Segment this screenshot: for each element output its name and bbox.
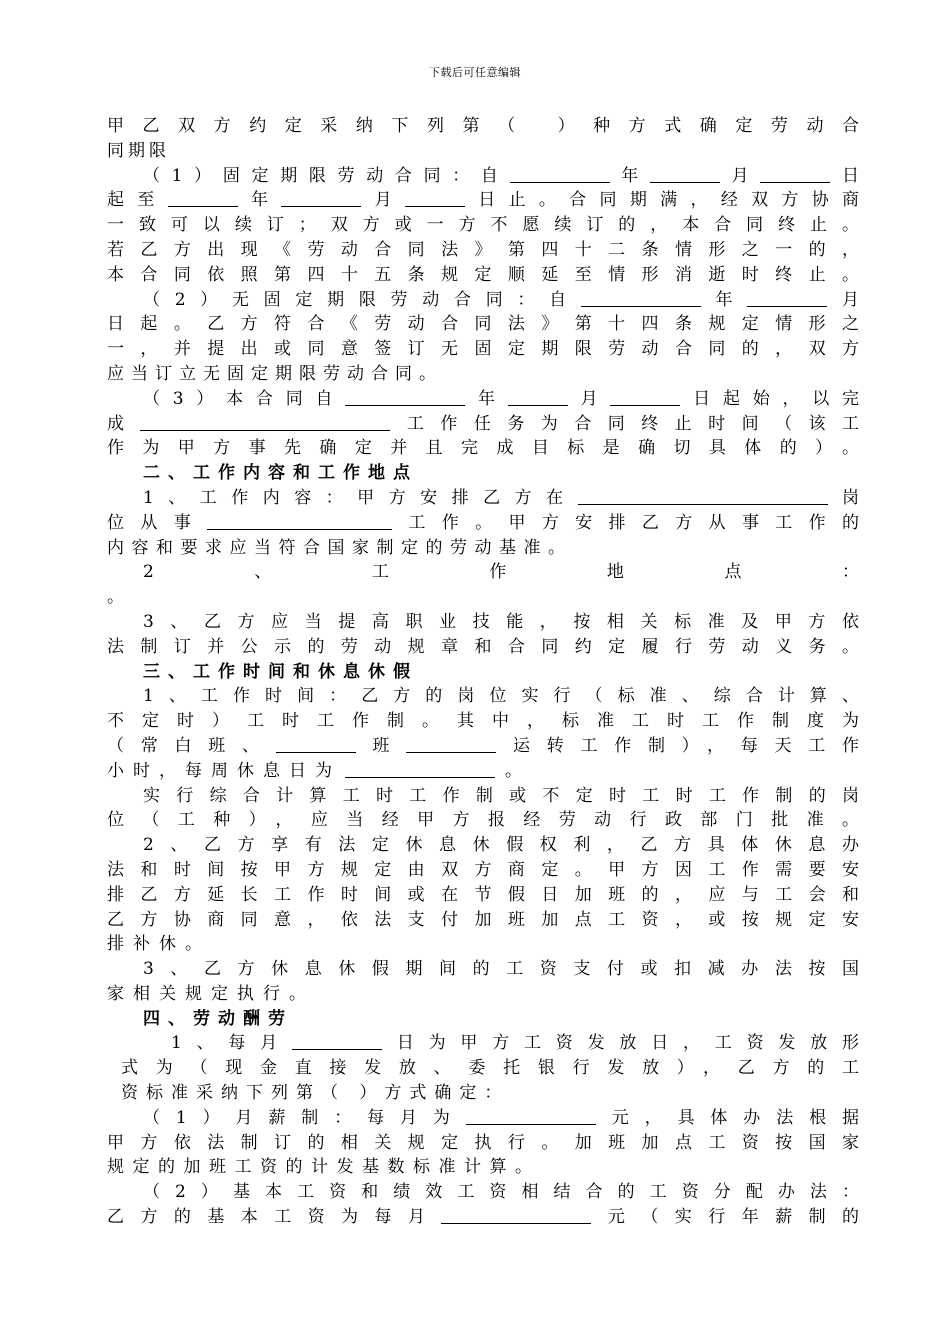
- paragraph-line: 法和时间按甲方规定由双方商定。甲方因工作需要安: [107, 859, 859, 880]
- blank-field: [207, 512, 392, 530]
- text: 岗: [827, 487, 859, 508]
- text: 月: [827, 289, 859, 310]
- paragraph-line: 一，并提出或同意签订无固定期限劳动合同的，双方: [107, 339, 859, 360]
- paragraph-line: 一致可以续订；双方或一方不愿续订的，本合同终止。: [107, 215, 859, 236]
- paragraph-line: 本合同依照第四十五条规定顺延至情形消逝时终止。: [107, 264, 859, 285]
- paragraph-line: [107, 288, 859, 313]
- paragraph-line: 1、工作时间：乙方的岗位实行（标准、综合计算、: [143, 686, 859, 707]
- blank-field: [747, 289, 827, 307]
- text: （3）本合同自: [143, 388, 346, 409]
- text: 月: [567, 388, 611, 409]
- text: 月: [719, 165, 761, 186]
- paragraph-line: 2、工作地点：: [143, 562, 859, 583]
- text: 位从事: [107, 512, 208, 533]
- page-header: 下载后可任意编辑: [429, 66, 521, 79]
- text: 起至: [107, 190, 168, 211]
- text: 年: [465, 388, 508, 409]
- paragraph-line: 排补休。: [107, 934, 211, 955]
- blank-field: [510, 165, 610, 183]
- text: （常白班、: [107, 735, 276, 756]
- section-heading: 三、工作时间和休息休假: [143, 661, 418, 682]
- blank-field: [140, 413, 390, 431]
- paragraph-line: 。: [107, 587, 124, 608]
- paragraph-line: [107, 188, 859, 213]
- paragraph-line: [107, 1106, 859, 1131]
- paragraph-line: 不定时）工时工作制。其中，标准工时工作制度为: [107, 711, 859, 732]
- text: 1、每月: [171, 1033, 293, 1054]
- paragraph-line: [107, 486, 859, 511]
- text: 班: [355, 735, 407, 756]
- paragraph-line: 式为（现金直接发放、委托银行发放），乙方的工: [121, 1058, 859, 1079]
- text: 运转工作制），每天工作: [496, 735, 859, 756]
- paragraph-line: 甲方依法制订的相关规定执行。加班加点工资按国家: [107, 1132, 859, 1153]
- contract-body: [107, 114, 859, 1230]
- paragraph-line: 位（工种），应当经甲方报经劳动行政部门批准。: [107, 810, 859, 831]
- blank-field: [581, 289, 701, 307]
- blank-field: [281, 189, 361, 207]
- text: 元，具体办法根据: [595, 1107, 859, 1128]
- paragraph-line: 规定的加班工资的计发基数标准计算。: [107, 1157, 541, 1178]
- blank-field: [292, 1032, 382, 1050]
- text: 成: [107, 413, 141, 434]
- blank-field: [405, 189, 465, 207]
- blank-field: [578, 487, 828, 505]
- paragraph-line: [107, 1205, 859, 1230]
- section-heading: 四、劳动酬劳: [143, 1008, 293, 1029]
- blank-field: [441, 1206, 591, 1224]
- text: 工作任务为合同终止时间（该工: [390, 413, 860, 434]
- text: 年: [237, 190, 282, 211]
- paragraph-line: [107, 1031, 859, 1056]
- blank-field: [276, 735, 356, 753]
- paragraph-line: 作为甲方事先确定并且完成目标是确切具体的）。: [107, 438, 859, 459]
- paragraph-line: 家相关规定执行。: [107, 983, 315, 1004]
- paragraph-line: 3、乙方应当提高职业技能，按相关标准及甲方依: [143, 611, 859, 632]
- paragraph-line: [107, 734, 859, 759]
- text: 年: [700, 289, 748, 310]
- blank-field: [345, 388, 465, 406]
- paragraph-line: 甲乙双方约定采纳下列第（ ）种方式确定劳动合: [107, 116, 859, 136]
- blank-field: [168, 189, 238, 207]
- text: 日为甲方工资发放日，工资发放形: [382, 1033, 859, 1054]
- paragraph-line: 应当订立无固定期限劳动合同。: [107, 363, 443, 384]
- text: 小时，每周休息日为: [107, 760, 341, 781]
- text: （1）固定期限劳动合同：自: [143, 165, 510, 186]
- paragraph-line: 资标准采纳下列第（ ）方式确定：: [121, 1083, 510, 1104]
- paragraph-line: 日起。乙方符合《劳动合同法》第十四条规定情形之: [107, 314, 859, 335]
- paragraph-line: 若乙方出现《劳动合同法》第四十二条情形之一的，: [107, 239, 859, 260]
- text: 月: [361, 190, 405, 211]
- blank-field: [650, 165, 720, 183]
- paragraph-line: [107, 759, 859, 784]
- paragraph-line: 内容和要求应当符合国家制定的劳动基准。: [107, 537, 573, 558]
- paragraph-line: 3、乙方休息休假期间的工资支付或扣减办法按国: [143, 959, 859, 980]
- paragraph-line: 实行综合计算工时工作制或不定时工时工作制的岗: [143, 785, 859, 806]
- paragraph-line: （2）基本工资和绩效工资相结合的工资分配办法：: [143, 1182, 859, 1203]
- paragraph-line: [107, 387, 859, 412]
- text: 日: [830, 165, 860, 186]
- text: 1、工作内容：甲方安排乙方在: [143, 487, 578, 508]
- blank-field: [466, 1107, 596, 1125]
- paragraph-line: 同期限: [107, 140, 170, 161]
- paragraph-line: 乙方协商同意，依法支付加班加点工资，或按规定安: [107, 909, 859, 930]
- text: （2）无固定期限劳动合同：自: [143, 289, 581, 310]
- paragraph-line: [107, 412, 859, 437]
- blank-field: [406, 735, 496, 753]
- blank-field: [610, 388, 680, 406]
- paragraph-line: 排乙方延长工作时间或在节假日加班的，应与工会和: [107, 884, 859, 905]
- text: 工作。甲方安排乙方从事工作的: [392, 512, 860, 533]
- paragraph-line: 法制订并公示的劳动规章和合同约定履行劳动义务。: [107, 636, 859, 657]
- text: 乙方的基本工资为每月: [107, 1207, 442, 1228]
- text: 。: [505, 760, 531, 781]
- text: 日止。合同期满，经双方协商: [464, 190, 860, 211]
- blank-field: [508, 388, 568, 406]
- paragraph-line: [107, 164, 859, 189]
- text: 元（实行年薪制的: [591, 1207, 860, 1228]
- paragraph-line: [107, 511, 859, 536]
- text: 日起始，以完: [680, 388, 860, 409]
- blank-field: [760, 165, 830, 183]
- paragraph-line: 2、乙方享有法定休息休假权利，乙方具体休息办: [143, 835, 859, 856]
- text: （1）月薪制：每月为: [143, 1107, 466, 1128]
- text: 年: [609, 165, 650, 186]
- section-heading: 二、工作内容和工作地点: [143, 463, 418, 484]
- blank-field: [345, 760, 495, 778]
